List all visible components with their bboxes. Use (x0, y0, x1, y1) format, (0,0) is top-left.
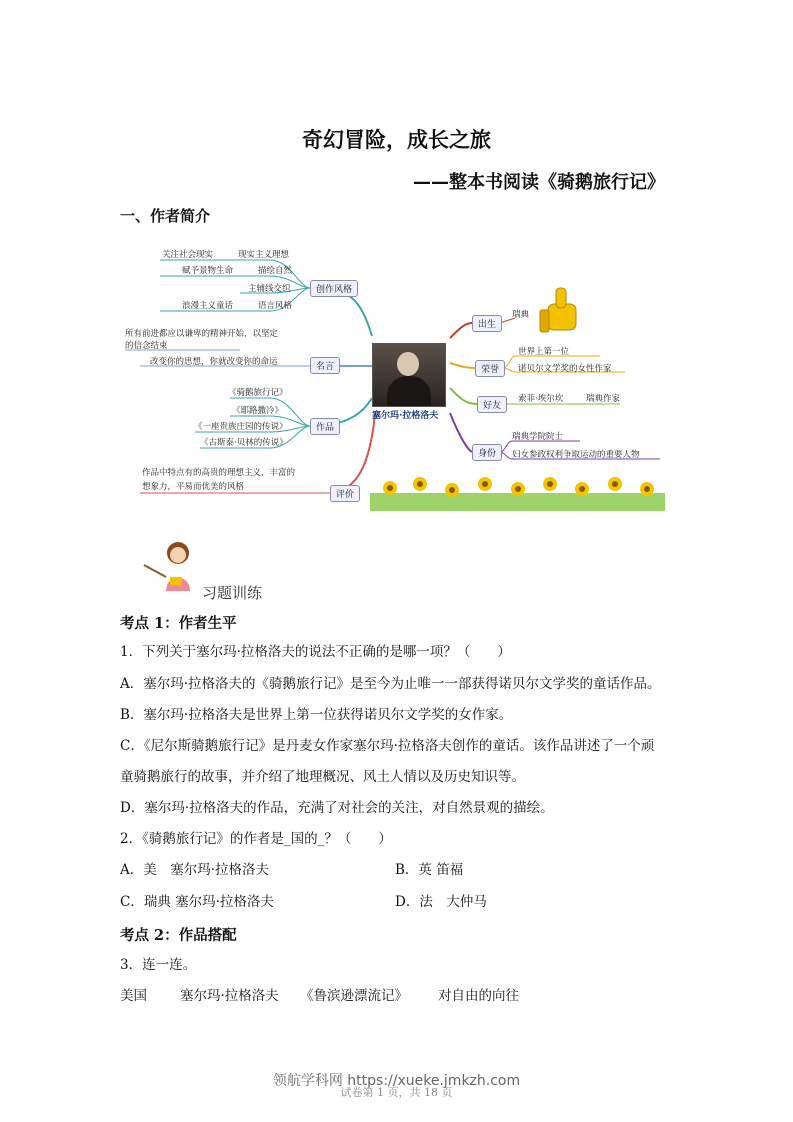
q1-option-a: A．塞尔玛·拉格洛夫的《骑鹅旅行记》是至今为止唯一一部获得诺贝尔文学奖的童话作品。 (120, 676, 661, 692)
q1-option-c-line2: 童骑鹅旅行的故事，并介绍了地理概况、风土人情以及历史知识等。 (120, 769, 525, 785)
q1-stem: 1．下列关于塞尔玛·拉格洛夫的说法不正确的是哪一项？（ ） (120, 644, 511, 660)
mindmap-center: 塞尔玛·拉格洛夫 (372, 411, 439, 421)
q2-option-d: D．法 大仲马 (395, 894, 487, 910)
practice-label: 习题训练 (202, 584, 263, 602)
mindmap-item: 关注社会现实 (162, 250, 214, 260)
mindmap-item: 索菲·埃尔坎 (518, 394, 564, 404)
mindmap-item: 描绘自然 (258, 266, 293, 276)
mindmap-item: 的信念结束 (125, 341, 168, 351)
mindmap-item: 《古斯泰·贝林的传说》 (200, 438, 288, 448)
node-works: 作品 (310, 418, 340, 435)
mindmap-item: 《耶路撒冷》 (232, 406, 284, 416)
q2-option-a: A．美 塞尔玛·拉格洛夫 (120, 862, 270, 878)
page-subtitle: ——整本书阅读《骑鹅旅行记》 (413, 172, 665, 193)
thumbs-up-icon (540, 288, 576, 332)
flower-decoration-icon (370, 477, 665, 511)
mindmap-item: 作品中特点有的高贵的理想主义，丰富的 (142, 468, 296, 478)
footer-watermark: 领航学科网 https://xueke.jmkzh.com (272, 1073, 521, 1089)
kaodian-1: 考点 1：作者生平 (120, 615, 237, 632)
q1-option-b: B．塞尔玛·拉格洛夫是世界上第一位获得诺贝尔文学奖的女作家。 (120, 707, 513, 723)
mindmap-item: 《一座贵族庄园的传说》 (194, 422, 288, 432)
author-portrait (372, 343, 446, 407)
section-author-intro: 一、作者简介 (120, 207, 211, 225)
node-friend: 好友 (477, 396, 507, 413)
node-style: 创作风格 (310, 280, 358, 297)
mindmap-item: 现实主义理想 (238, 250, 290, 260)
mindmap-item: 主辅线交织 (248, 284, 291, 294)
mindmap-item: 瑞典学院院士 (512, 432, 564, 442)
mindmap-item: 《骑鹅旅行记》 (228, 388, 288, 398)
q2-option-b: B．英 笛福 (395, 862, 464, 878)
mindmap-item: 浪漫主义童话 (182, 301, 234, 311)
node-identity: 身份 (472, 444, 502, 461)
q3-cell: 对自由的向往 (438, 988, 519, 1004)
mindmap (120, 238, 670, 518)
teacher-icon (140, 535, 200, 595)
mindmap-item: 所有前进都应以谦卑的精神开始，以坚定 (125, 329, 279, 339)
mindmap-item: 想象力，平易而优美的风格 (142, 482, 245, 492)
mindmap-item: 语言风格 (258, 301, 293, 311)
mindmap-item: 改变你的思想，你就改变你的命运 (150, 357, 278, 367)
page-number: 试卷第 1 页，共 18 页 (340, 1086, 453, 1099)
q3-stem: 3．连一连。 (120, 957, 197, 973)
mindmap-item: 诺贝尔文学奖的女性作家 (518, 364, 612, 374)
q2-stem: 2．《骑鹅旅行记》的作者是_国的_？（ ） (120, 831, 392, 847)
mindmap-item: 赋予景物生命 (182, 266, 234, 276)
q3-cell: 美国 (120, 988, 147, 1004)
q3-cell: 《鲁滨逊漂流记》 (300, 988, 408, 1004)
page-title: 奇幻冒险，成长之旅 (302, 128, 491, 152)
mindmap-item: 妇女参政权利争取运动的重要人物 (512, 450, 640, 460)
mindmap-item: 瑞典 (512, 310, 530, 320)
node-birth: 出生 (472, 315, 502, 332)
node-review: 评价 (330, 485, 360, 502)
q1-option-d: D．塞尔玛·拉格洛夫的作品，充满了对社会的关注，对自然景观的描绘。 (120, 800, 554, 816)
kaodian-2: 考点 2：作品搭配 (120, 927, 237, 944)
node-quote: 名言 (310, 357, 340, 374)
q3-cell: 塞尔玛·拉格洛夫 (180, 988, 279, 1004)
node-honor: 荣誉 (475, 360, 505, 377)
mindmap-item: 世界上第一位 (518, 347, 570, 357)
mindmap-item: 瑞典作家 (586, 394, 621, 404)
q2-option-c: C．瑞典 塞尔玛·拉格洛夫 (120, 894, 274, 910)
q1-option-c-line1: C．《尼尔斯骑鹅旅行记》是丹麦女作家塞尔玛·拉格洛夫创作的童话。该作品讲述了一个顽 (120, 738, 655, 754)
